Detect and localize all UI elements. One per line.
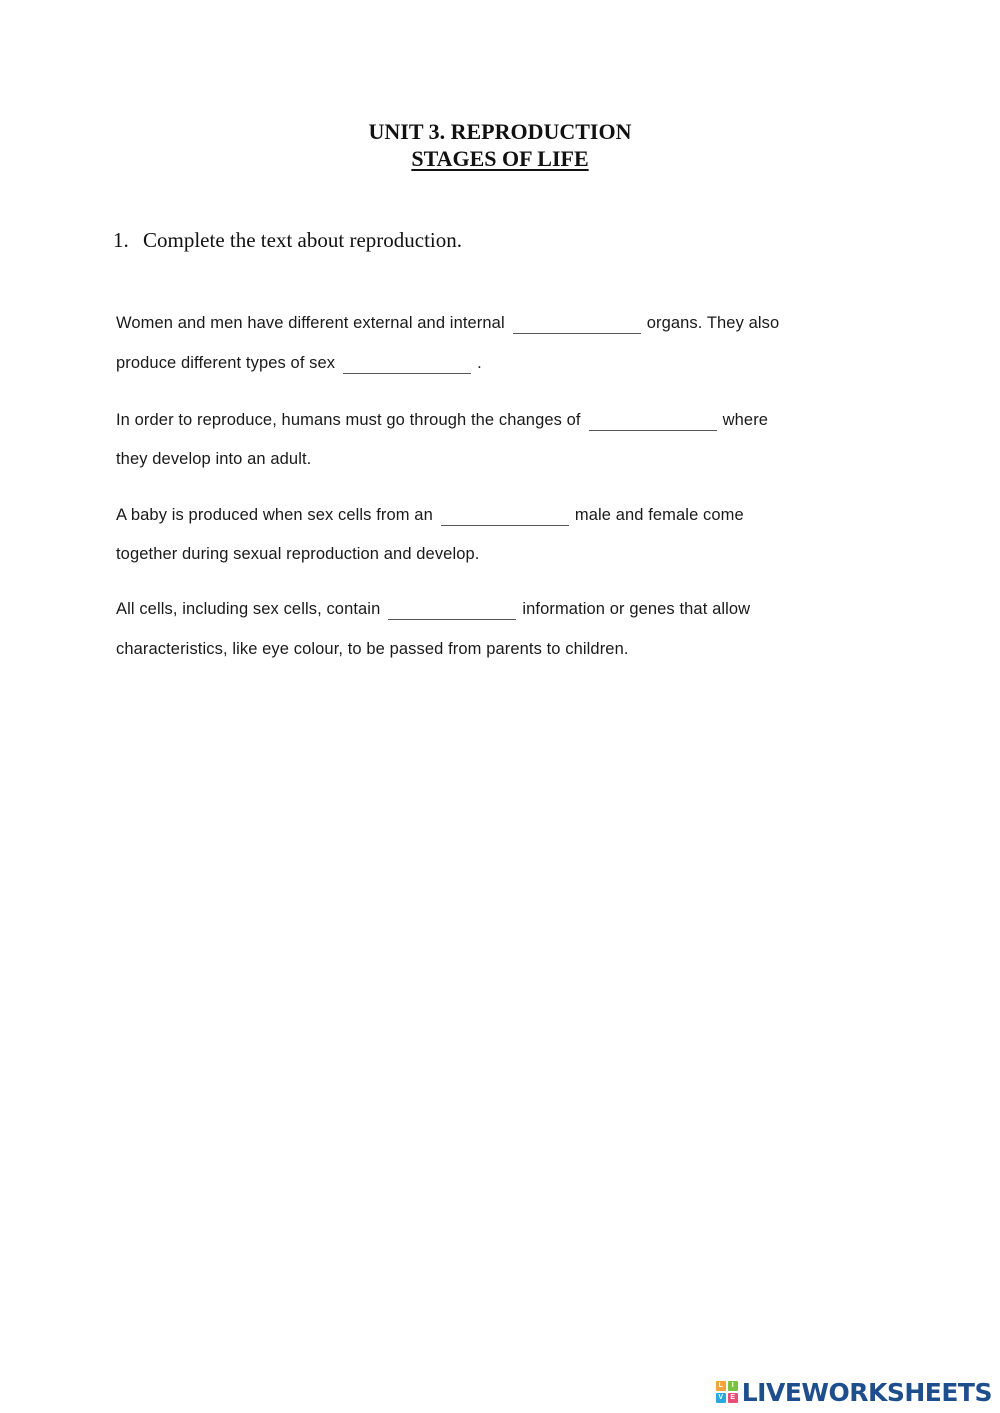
answer-blank-4[interactable] [441, 507, 569, 526]
paragraph-2-line-1 [116, 411, 768, 431]
text-segment: A baby is produced when sex cells from an [116, 506, 433, 524]
text-segment: they develop into an adult. [116, 450, 312, 468]
text-segment: All cells, including sex cells, contain [116, 600, 381, 618]
text-segment: male and female come [574, 506, 744, 524]
logo-mark-icon [716, 1381, 738, 1403]
answer-blank-2[interactable] [343, 355, 471, 374]
task-instruction [113, 228, 462, 253]
text-segment: information or genes that allow [522, 600, 751, 618]
text-segment: produce different types of sex [116, 354, 336, 372]
text-segment: together during sexual reproduction and develop. [116, 545, 480, 563]
text-segment: characteristics, like eye colour, to be passed from parents to children. [116, 640, 629, 658]
unit-title: UNIT 3. REPRODUCTION [368, 119, 632, 144]
text-segment: where [722, 411, 769, 429]
logo-letter: E [728, 1393, 738, 1403]
text-segment: organs. They also [646, 314, 780, 332]
paragraph-4-line-1 [116, 600, 750, 620]
text-segment: . [477, 354, 482, 372]
answer-blank-3[interactable] [589, 412, 717, 431]
logo-text: LIVEWORKSHEETS [741, 1377, 992, 1407]
text-segment: In order to reproduce, humans must go through the changes of [116, 411, 581, 429]
answer-blank-1[interactable] [513, 315, 641, 334]
answer-blank-5[interactable] [388, 601, 516, 620]
paragraph-3-line-1 [116, 506, 744, 526]
paragraph-2-line-2 [116, 450, 311, 469]
task-number: 1. [113, 228, 129, 252]
liveworksheets-logo [716, 1379, 992, 1405]
paragraph-1-line-2 [116, 354, 482, 374]
subtitle-text: STAGES OF LIFE [411, 146, 589, 171]
paragraph-3-line-2 [116, 545, 479, 564]
page-subtitle [0, 146, 1000, 172]
logo-letter: V [716, 1393, 726, 1403]
paragraph-4-line-2 [116, 640, 629, 659]
logo-letter: I [728, 1381, 738, 1391]
text-segment: Women and men have different external and internal [116, 314, 505, 332]
paragraph-1-line-1 [116, 314, 779, 334]
task-text: Complete the text about reproduction. [143, 228, 462, 252]
logo-letter: L [716, 1381, 726, 1391]
